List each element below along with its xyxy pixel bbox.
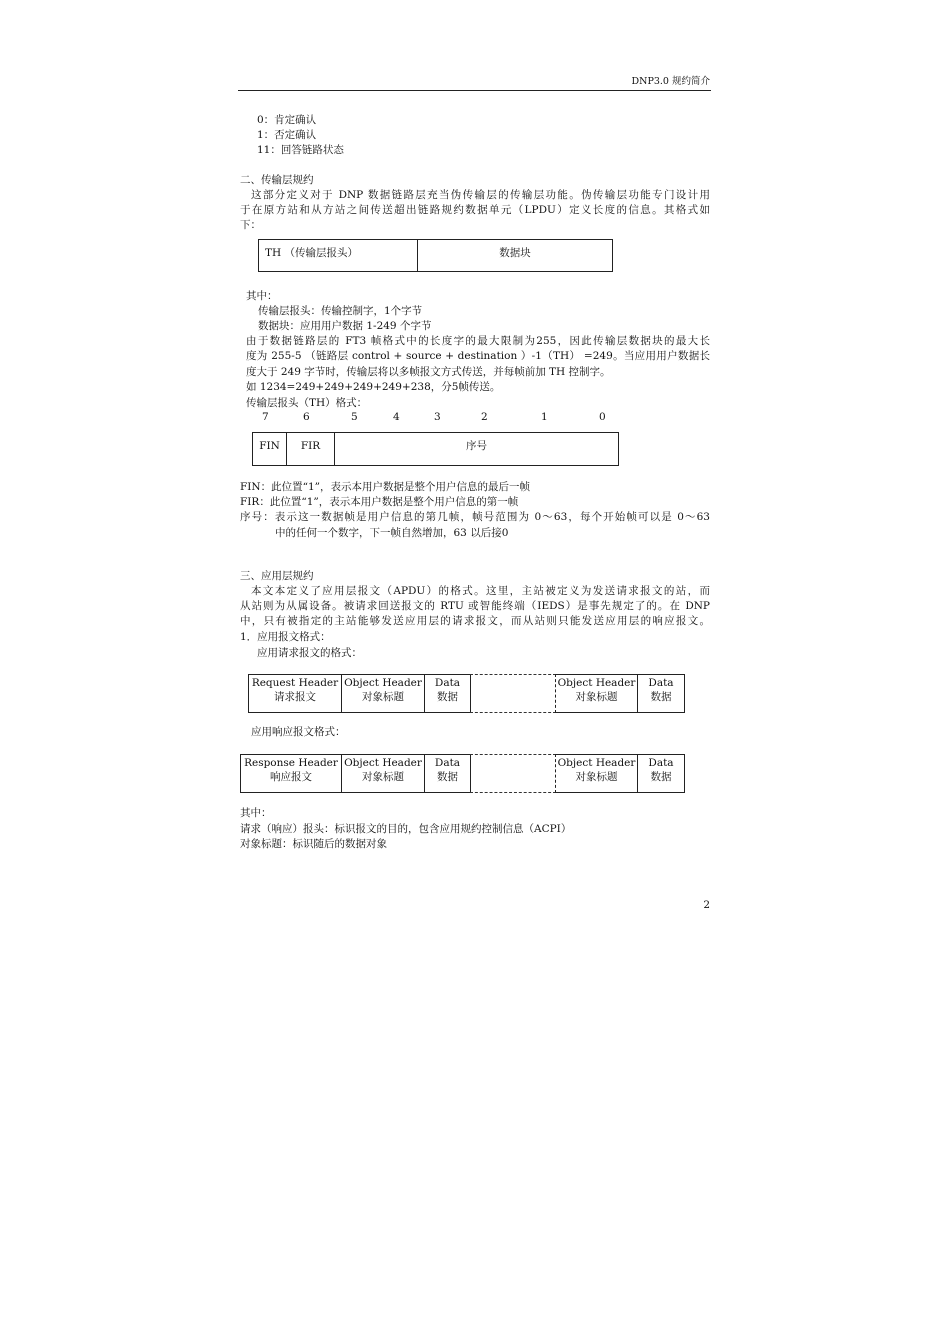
sequence-definition-cont: 中的任何一个数字，下一帧自然增加，63 以后接0: [275, 527, 509, 539]
request-solid-part: [248, 674, 471, 713]
note-line: 请求（响应）报头：标识报文的目的，包含应用规约控制信息（ACPI）: [240, 823, 572, 835]
section3-heading: 三、应用层规约: [240, 570, 314, 582]
th-format-label: 传输层报头（TH）格式：: [246, 397, 368, 409]
confirm-code-11: 11：回答链路状态: [257, 144, 344, 156]
cell-en: Response Header: [244, 757, 338, 769]
cell-en: Object Header: [344, 757, 422, 769]
cell-en: Data: [648, 677, 674, 689]
data-block-cell: 数据块: [499, 247, 531, 259]
section2-heading: 二、传输层规约: [240, 174, 314, 186]
confirm-code-0: 0：肯定确认: [257, 114, 317, 126]
cell-zh: 对象标题: [575, 771, 618, 783]
bit-number: 0: [599, 411, 606, 423]
ellipsis-gap: [470, 674, 556, 713]
section2-intro-line: 下：: [240, 219, 261, 231]
section3-intro-line: 从站则为从属设备。被请求回送报文的 RTU 或智能终端（IEDS）是事先规定了的。在 DNP: [240, 600, 710, 612]
cell-en: Object Header: [344, 677, 422, 689]
data-cell: [638, 675, 684, 712]
object-header-cell: [556, 675, 637, 712]
where-label: 其中：: [246, 290, 278, 302]
section2-intro-line: 这部分定义对于 DNP 数据链路层充当伪传输层的传输层功能。伪传输层功能专门设计用: [251, 189, 710, 201]
bit-number: 6: [303, 411, 310, 423]
bit-number: 5: [351, 411, 358, 423]
response-format-table: [240, 754, 685, 793]
object-header-cell: [556, 755, 637, 792]
fir-cell: FIR: [300, 440, 321, 452]
cell-zh: 数据: [437, 691, 458, 703]
th-format-box: [252, 432, 619, 466]
explain-line: 度为 255-5 （链路层 control + source + destination ）-1（TH） =249。当应用用户数据长: [246, 350, 710, 362]
section3-intro-line: 中，只有被指定的主站能够发送应用层的请求报文，而从站则只能发送应用层的响应报文。: [240, 615, 710, 627]
section3-intro-line: 本文本定义了应用层报文（APDU）的格式。这里，主站被定义为发送请求报文的站，而: [251, 585, 710, 597]
ellipsis-gap: [470, 754, 556, 793]
cell-en: Object Header: [557, 677, 636, 689]
cell-zh: 响应报文: [270, 771, 312, 783]
page-number: 2: [703, 899, 710, 911]
cell-zh: 对象标题: [575, 691, 618, 703]
fin-definition: FIN：此位置“1”，表示本用户数据是整个用户信息的最后一帧: [240, 481, 531, 493]
sequence-cell: 序号: [466, 440, 487, 452]
cell-zh: 请求报文: [274, 691, 316, 703]
explain-line: 如 1234=249+249+249+249+238，分5帧传送。: [246, 381, 501, 393]
bit-number: 2: [481, 411, 488, 423]
bit-number: 7: [262, 411, 269, 423]
object-header-cell: [342, 755, 424, 792]
response-solid-part: [240, 754, 471, 793]
response-header-cell: [241, 755, 341, 792]
cell-en: Data: [648, 757, 674, 769]
bit-number: 3: [434, 411, 441, 423]
data-cell: [638, 755, 684, 792]
bit-number: 1: [541, 411, 548, 423]
note-line: 对象标题：标识随后的数据对象: [240, 838, 387, 850]
running-header: DNP3.0 规约简介: [631, 76, 710, 87]
where-label: 其中：: [240, 807, 272, 819]
subsection-heading: 1．应用报文格式：: [240, 631, 331, 643]
cell-en: Request Header: [251, 677, 339, 689]
fin-cell: FIN: [259, 440, 280, 452]
sequence-definition: 序号：表示这一数据帧是用户信息的第几帧，帧号范围为 0～63，每个开始帧可以是 0～63: [240, 511, 710, 523]
cell-zh: 数据: [437, 771, 458, 783]
response-solid-part: [555, 754, 685, 793]
cell-en: Object Header: [557, 757, 636, 769]
explain-line: 度大于 249 字节时，传输层将以多帧报文方式传送，并每帧前加 TH 控制字。: [246, 366, 611, 378]
where-item: 传输层报头：传输控制字，1个字节: [258, 305, 423, 317]
request-header-cell: [249, 675, 341, 712]
bit-number: 4: [393, 411, 400, 423]
th-cell: TH （传输层报头）: [265, 247, 358, 259]
request-format-label: 应用请求报文的格式：: [257, 647, 362, 659]
request-format-table: [248, 674, 685, 713]
cell-zh: 数据: [650, 691, 672, 703]
data-cell: [425, 675, 470, 712]
object-header-cell: [342, 675, 424, 712]
fir-definition: FIR：此位置“1”，表示本用户数据是整个用户信息的第一帧: [240, 496, 519, 508]
cell-zh: 对象标题: [362, 691, 404, 703]
response-format-label: 应用响应报文格式：: [251, 726, 346, 738]
transport-format-box: [258, 239, 613, 272]
cell-zh: 对象标题: [362, 771, 404, 783]
cell-en: Data: [434, 677, 461, 689]
cell-en: Data: [434, 757, 461, 769]
where-item: 数据块：应用用户数据 1-249 个字节: [258, 320, 432, 332]
data-cell: [425, 755, 470, 792]
confirm-code-1: 1：否定确认: [257, 129, 317, 141]
cell-zh: 数据: [650, 771, 672, 783]
section2-intro-line: 于在原方站和从方站之间传送超出链路规约数据单元（LPDU）定义长度的信息。其格式如: [240, 204, 710, 216]
header-rule: [238, 90, 711, 91]
request-solid-part: [555, 674, 685, 713]
explain-line: 由于数据链路层的 FT3 帧格式中的长度字的最大限制为255，因此传输层数据块的最大长: [246, 335, 710, 347]
